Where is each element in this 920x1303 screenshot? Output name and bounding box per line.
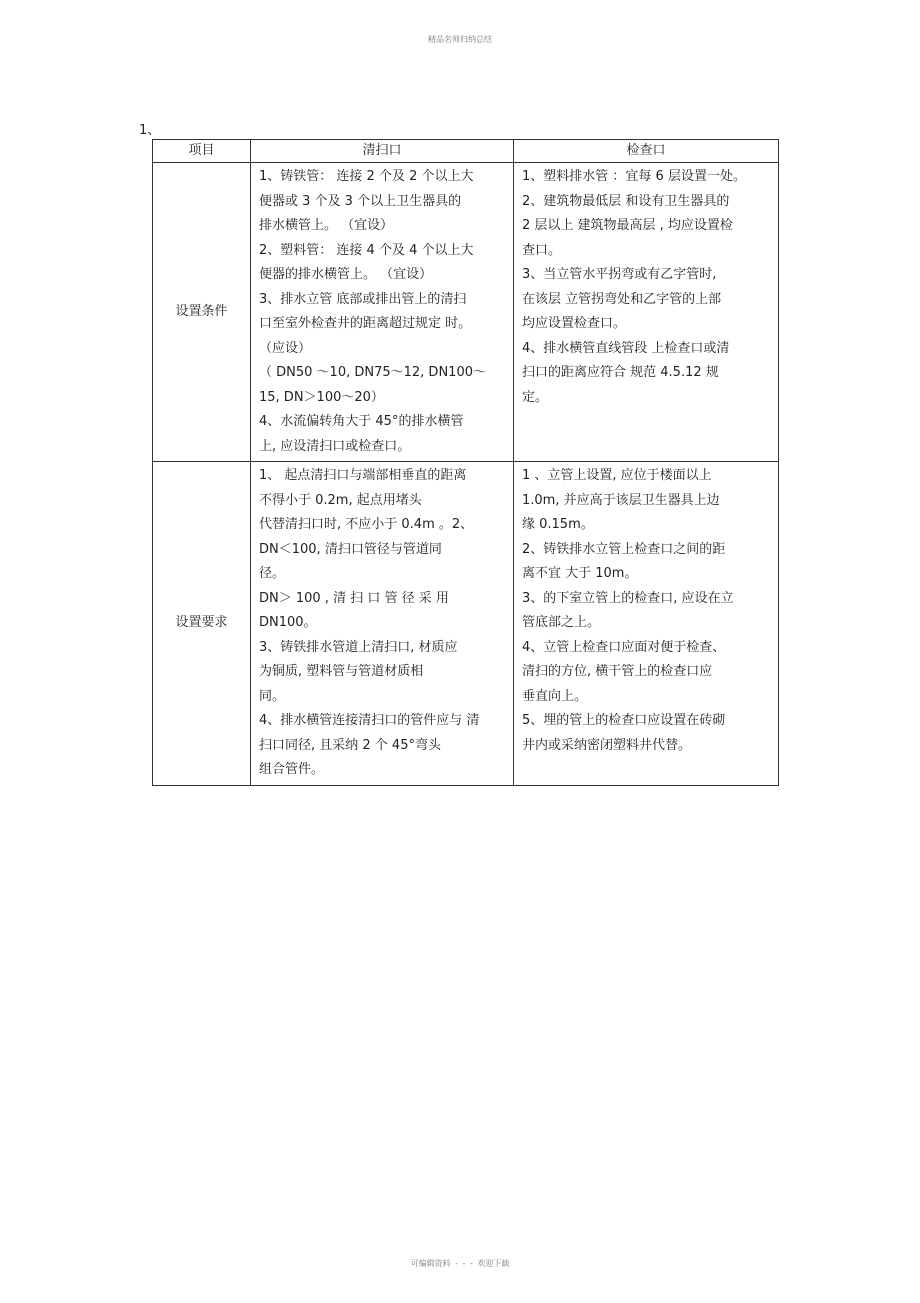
text-line: 组合管件。 <box>259 762 325 777</box>
text-line: DN100。 <box>259 615 317 630</box>
text-line: （ DN50 ～10, DN75～12, DN100～ <box>259 365 486 380</box>
text-line: 3、的下室立管上的检查口, 应设在立 <box>522 590 734 606</box>
text-line: DN＞ 100 , 清 扫 口 管 径 采 用 <box>259 590 449 606</box>
text-line: 1.0m, 并应高于该层卫生器具上边 <box>522 492 720 508</box>
text-line: 径。 <box>259 566 286 581</box>
row-label-requirements: 设置要求 <box>153 462 251 786</box>
text-line: 4、水流偏转角大于 45°的排水横管 <box>259 414 464 429</box>
text-line: 缘 0.15m。 <box>522 517 594 532</box>
text-line: 4、排水横管连接清扫口的管件应与 清 <box>259 713 480 728</box>
header-cleanout: 清扫口 <box>251 140 514 163</box>
text-line: DN＜100, 清扫口管径与管道同 <box>259 541 442 557</box>
page-footer-note: 可编辑资料 - - - 欢迎下载 <box>410 1259 510 1268</box>
text-line: 3、排水立管 底部或排出管上的清扫 <box>259 291 467 307</box>
text-line: 1、塑料排水管 ：宜每 6 层设置一处。 <box>522 169 746 184</box>
text-line: 5、埋的管上的检查口应设置在砖砌 <box>522 713 726 728</box>
table-row-requirements <box>153 462 779 786</box>
table-header-row <box>153 140 779 163</box>
item-number: 1、 <box>139 123 161 138</box>
text-line: 均应设置检查口。 <box>522 316 627 331</box>
text-line: 排水横管上。 （宜设） <box>259 218 394 233</box>
text-line: 1 、立管上设置, 应位于楼面以上 <box>522 468 712 483</box>
row-label-conditions: 设置条件 <box>153 163 251 462</box>
requirements-cleanout-cell <box>251 462 514 786</box>
text-line: 2、塑料管： 连接 4 个及 4 个以上大 <box>259 242 474 258</box>
text-line: 离不宜 大于 10m。 <box>522 566 638 581</box>
text-line: 扫口的距离应符合 规范 4.5.12 规 <box>522 365 719 380</box>
text-line: 4、排水横管直线管段 上检查口或清 <box>522 340 730 356</box>
table-row-conditions <box>153 163 779 462</box>
text-line: 同。 <box>259 688 286 704</box>
header-inspection: 检查口 <box>514 140 779 163</box>
header-item: 项目 <box>153 140 251 163</box>
text-line: 在该层 立管拐弯处和乙字管的上部 <box>522 291 722 307</box>
text-line: 4、立管上检查口应面对便于检查、 <box>522 639 726 655</box>
text-line: 1、铸铁管： 连接 2 个及 2 个以上大 <box>259 169 474 184</box>
page-header-note: 精品名师归纳总结 <box>428 35 492 44</box>
text-line: 清扫的方位, 横干管上的检查口应 <box>522 664 713 679</box>
text-line: 管底部之上。 <box>522 615 601 630</box>
text-line: 2、铸铁排水立管上检查口之间的距 <box>522 541 726 557</box>
text-line: 上, 应设清扫口或检查口。 <box>259 438 411 454</box>
text-line: 便器的排水横管上。 （宜设） <box>259 267 433 282</box>
text-line: 代替清扫口时, 不应小于 0.4m 。2、 <box>259 517 474 532</box>
text-line: （应设） <box>259 340 312 356</box>
text-line: 查口。 <box>522 242 562 258</box>
text-line: 口至室外检查井的距离超过规定 时。 <box>259 316 472 331</box>
conditions-cleanout-cell <box>251 163 514 462</box>
text-line: 便器或 3 个及 3 个以上卫生器具的 <box>259 193 462 209</box>
text-line: 2、建筑物最低层 和设有卫生器具的 <box>522 193 730 209</box>
text-line: 井内或采纳密闭塑料井代替。 <box>522 737 692 753</box>
text-line: 为铜质, 塑料管与管道材质相 <box>259 664 424 679</box>
text-line: 2 层以上 建筑物最高层 , 均应设置检 <box>522 218 733 233</box>
text-line: 不得小于 0.2m, 起点用堵头 <box>259 492 422 508</box>
requirements-inspection-cell <box>514 462 779 786</box>
cleanout-inspection-table <box>152 139 779 786</box>
text-line: 15, DN＞100～20） <box>259 389 384 405</box>
text-line: 定。 <box>522 389 549 405</box>
conditions-inspection-cell <box>514 163 779 462</box>
text-line: 扫口同径, 且采纳 2 个 45°弯头 <box>259 737 441 753</box>
text-line: 垂直向上。 <box>522 688 588 704</box>
text-line: 1、 起点清扫口与端部相垂直的距离 <box>259 468 467 483</box>
text-line: 3、铸铁排水管道上清扫口, 材质应 <box>259 639 458 655</box>
text-line: 3、当立管水平拐弯或有乙字管时, <box>522 267 717 282</box>
